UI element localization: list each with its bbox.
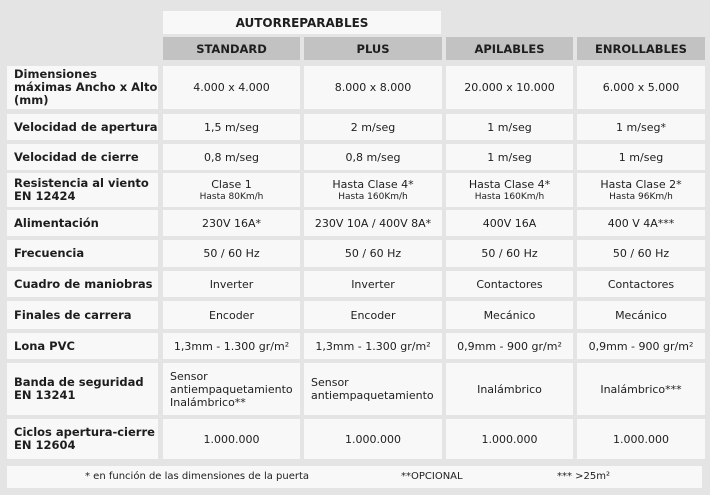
cell-value: Mecánico	[483, 308, 536, 322]
column-header-apilables: APILABLES	[446, 37, 573, 60]
cell-value: Inalámbrico	[477, 382, 542, 396]
table-cell	[446, 333, 573, 359]
row-label-cuadro-de-maniobras: Cuadro de maniobras	[7, 271, 158, 297]
cell-value: 0,9mm - 900 gr/m²	[457, 339, 562, 353]
cell-value: 1.000.000	[481, 432, 538, 446]
table-cell	[446, 240, 573, 267]
table-cell	[304, 173, 442, 207]
cell-value: 20.000 x 10.000	[464, 81, 555, 94]
table-cell	[304, 66, 442, 109]
table-cell	[577, 333, 705, 359]
cell-value: Contactores	[476, 277, 543, 291]
table-cell	[577, 210, 705, 236]
row-label-alimentacion: Alimentación	[7, 210, 158, 236]
table-cell	[577, 114, 705, 140]
cell-value: 50 / 60 Hz	[481, 247, 538, 260]
cell-value: Contactores	[607, 277, 675, 291]
cell-value: 8.000 x 8.000	[334, 81, 412, 94]
table-cell	[577, 419, 705, 459]
cell-value: 1 m/seg	[487, 120, 532, 134]
row-label-resistencia-al-viento-en-12424: Resistencia al viento EN 12424	[7, 173, 158, 207]
cell-value: 50 / 60 Hz	[203, 247, 260, 260]
table-cell	[304, 144, 442, 170]
footnote-dimensions: * en función de las dimensiones de la puerta	[85, 471, 310, 482]
cell-value: Hasta Clase 2*	[600, 177, 682, 191]
cell-value: 2 m/seg	[350, 120, 396, 134]
cell-value: 1,3mm - 1.300 gr/m²	[315, 339, 431, 353]
cell-value: 1,3mm - 1.300 gr/m²	[173, 339, 290, 353]
table-cell	[446, 271, 573, 297]
cell-value: Encoder	[350, 308, 396, 322]
cell-value: 50 / 60 Hz	[344, 247, 402, 260]
cell-value: Mecánico	[615, 308, 667, 322]
table-cell	[163, 66, 300, 109]
row-label-lona-pvc: Lona PVC	[7, 333, 158, 359]
cell-value: Hasta Clase 4*	[468, 177, 551, 191]
cell-value: 230V 16A*	[201, 216, 262, 230]
table-cell	[446, 301, 573, 329]
cell-value: 1,5 m/seg	[204, 120, 259, 134]
row-label-ciclos-apertura-cierre-en-12604: Ciclos apertura-cierre EN 12604	[7, 419, 158, 459]
cell-value: 6.000 x 5.000	[602, 81, 680, 94]
table-cell	[163, 114, 300, 140]
table-cell	[304, 419, 442, 459]
table-cell	[446, 114, 573, 140]
cell-value: 50 / 60 Hz	[612, 247, 670, 260]
table-cell	[446, 363, 573, 415]
table-cell	[304, 333, 442, 359]
row-label-frecuencia: Frecuencia	[7, 240, 158, 267]
table-cell	[577, 144, 705, 170]
cell-subvalue: Hasta 96Km/h	[609, 191, 673, 202]
row-label-banda-de-seguridad-en-13241: Banda de seguridad EN 13241	[7, 363, 158, 415]
cell-value: 0,9mm - 900 gr/m²	[588, 339, 694, 353]
table-cell	[577, 173, 705, 207]
footnote-optional: **OPCIONAL	[401, 471, 463, 482]
cell-value: 1.000.000	[203, 432, 260, 446]
table-cell	[304, 363, 442, 415]
table-cell	[577, 240, 705, 267]
footnotes-bar	[7, 466, 702, 488]
table-cell	[577, 363, 705, 415]
footnote-area: *** >25m²	[557, 471, 611, 482]
cell-value: 1 m/seg	[618, 150, 664, 164]
row-label-velocidad-de-cierre: Velocidad de cierre	[7, 144, 158, 170]
cell-value: Inverter	[209, 277, 254, 291]
table-cell	[304, 240, 442, 267]
table-cell	[304, 301, 442, 329]
cell-value: 4.000 x 4.000	[193, 81, 270, 94]
table-cell	[577, 301, 705, 329]
table-cell	[446, 66, 573, 109]
cell-value: 400 V 4A***	[607, 216, 675, 230]
cell-value: 0,8 m/seg	[204, 150, 259, 164]
table-cell	[304, 114, 442, 140]
cell-value: 0,8 m/seg	[345, 150, 401, 164]
table-cell	[577, 66, 705, 109]
table-cell	[163, 210, 300, 236]
table-cell	[446, 419, 573, 459]
cell-value: Sensor antiempaquetamiento	[311, 376, 434, 402]
column-header-plus: PLUS	[304, 37, 442, 60]
table-cell	[304, 210, 442, 236]
cell-value: Hasta Clase 4*	[332, 177, 414, 191]
cell-subvalue: Hasta 160Km/h	[338, 191, 408, 202]
table-cell	[163, 271, 300, 297]
table-cell	[304, 271, 442, 297]
table-cell	[163, 363, 300, 415]
row-label-velocidad-de-apertura: Velocidad de apertura	[7, 114, 158, 140]
cell-subvalue: Hasta 160Km/h	[474, 191, 545, 202]
table-cell	[163, 419, 300, 459]
table-cell	[577, 271, 705, 297]
table-cell	[163, 144, 300, 170]
cell-value: Inalámbrico***	[600, 382, 682, 396]
cell-subvalue: Hasta 80Km/h	[199, 191, 264, 202]
table-cell	[446, 210, 573, 236]
table-cell	[163, 333, 300, 359]
cell-value: Encoder	[209, 308, 254, 322]
row-label-finales-de-carrera: Finales de carrera	[7, 301, 158, 329]
cell-value: 1.000.000	[345, 432, 401, 446]
column-header-enrollables: ENROLLABLES	[577, 37, 705, 60]
cell-value: 1.000.000	[613, 432, 669, 446]
cell-value: 1 m/seg*	[616, 120, 666, 134]
cell-value: 400V 16A	[482, 216, 537, 230]
group-header-autorreparables: AUTORREPARABLES	[163, 11, 441, 34]
cell-value: 230V 10A / 400V 8A*	[314, 216, 432, 230]
row-label-dimensiones-maximas-ancho-x-alto-mm: Dimensiones máximas Ancho x Alto (mm)	[7, 66, 158, 109]
column-header-standard: STANDARD	[163, 37, 300, 60]
table-cell	[446, 173, 573, 207]
cell-value: Clase 1	[211, 177, 252, 191]
cell-value: Sensor antiempaquetamiento Inalámbrico**	[170, 369, 293, 409]
table-cell	[163, 173, 300, 207]
table-cell	[446, 144, 573, 170]
cell-value: Inverter	[351, 277, 395, 291]
table-cell	[163, 301, 300, 329]
cell-value: 1 m/seg	[487, 150, 532, 164]
table-cell	[163, 240, 300, 267]
